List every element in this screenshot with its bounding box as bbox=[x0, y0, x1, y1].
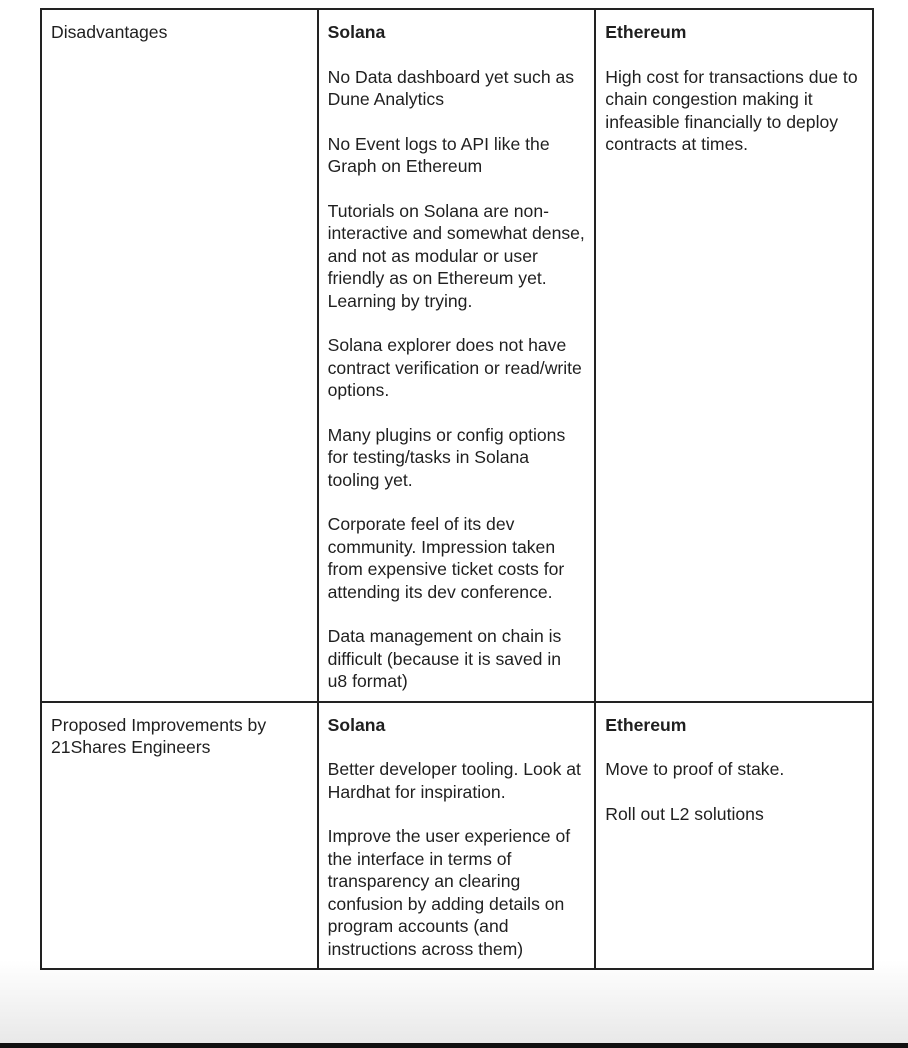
list-item: No Data dashboard yet such as Dune Analytics bbox=[327, 66, 575, 109]
list-item: Roll out L2 solutions bbox=[605, 803, 764, 824]
list-item: Solana explorer does not have contract verification or read/write options. bbox=[327, 335, 582, 400]
list-item: Many plugins or config options for testing/tasks in Solana tooling yet. bbox=[327, 424, 566, 490]
ethereum-heading: Ethereum bbox=[605, 714, 687, 735]
ethereum-cell bbox=[595, 702, 873, 970]
table-row-disadvantages bbox=[41, 9, 873, 702]
table-row-improvements bbox=[41, 702, 873, 970]
ethereum-cell bbox=[595, 9, 873, 702]
list-item: Better developer tooling. Look at Hardhat for inspiration. bbox=[327, 759, 581, 802]
row-label-cell bbox=[41, 9, 318, 702]
row-label: Proposed Improvements by 21Shares Engineers bbox=[51, 714, 267, 757]
solana-cell bbox=[318, 9, 596, 702]
list-item: High cost for transactions due to chain congestion making it infeasible financially to deploy contracts at times. bbox=[605, 66, 858, 154]
solana-cell bbox=[318, 702, 596, 970]
solana-heading: Solana bbox=[327, 714, 386, 735]
list-item: Corporate feel of its dev community. Impression taken from expensive ticket costs for attending its dev conference. bbox=[327, 514, 565, 602]
list-item: Improve the user experience of the interface in terms of transparency an clearing confusion by adding details on program accounts (and instructions across them) bbox=[327, 826, 571, 959]
list-item: Tutorials on Solana are non-interactive and somewhat dense, and not as modular or user friendly as on Ethereum yet. Learning by trying. bbox=[327, 200, 585, 311]
ethereum-heading: Ethereum bbox=[605, 22, 687, 42]
comparison-table bbox=[40, 8, 874, 970]
solana-heading: Solana bbox=[327, 22, 386, 42]
list-item: No Event logs to API like the Graph on Ethereum bbox=[327, 133, 550, 176]
list-item: Move to proof of stake. bbox=[605, 759, 785, 779]
window-bottom-edge bbox=[0, 1043, 908, 1048]
row-label: Disadvantages bbox=[51, 22, 168, 42]
row-label-cell bbox=[41, 702, 318, 970]
list-item: Data management on chain is difficult (because it is saved in u8 format) bbox=[327, 626, 562, 691]
